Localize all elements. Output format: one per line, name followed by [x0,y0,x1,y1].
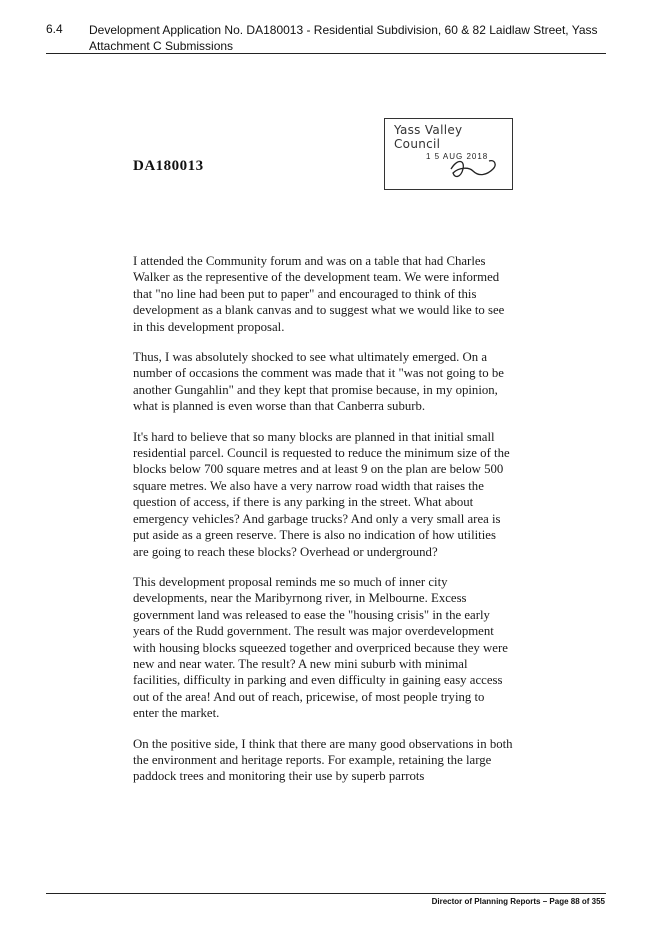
section-number: 6.4 [46,22,63,36]
signature-icon [443,155,503,181]
paragraph-2: Thus, I was absolutely shocked to see what ultimately emerged. On a number of occasions the comment was made that it "was not going to be another Gungahlin" and they kept that promise because, in my opinion, what is planned is even worse than that Canberra suburb. [133,350,504,414]
stamp-council-name: Yass Valley Council [394,123,463,151]
paragraph-1: I attended the Community forum and was on a table that had Charles Walker as the representive of the development team. We were informed that "no line had been put to paper" and encouraged to think of this development as a blank canvas and to suggest what we would like to see in this development proposal. [133,254,505,334]
received-stamp [384,118,513,190]
stamp-date: 1 5 AUG 2018 [426,152,489,161]
paragraph-4: This development proposal reminds me so much of inner city developments, near the Maribyrnong river, in Melbourne. Excess government land was released to ease the "housing crisis" in the early years of the Rudd government. The result was major overdevelopment with housing blocks squeezed together and overpriced because they were new and near water. The result? A new mini suburb with minimal facilities, difficulty in parking and even difficulty in gaining easy access out of the area! And out of reach, pricewise, of most people trying to enter the market. [133,574,508,721]
footer-divider [46,893,606,894]
footer-page-info: Director of Planning Reports – Page 88 of 355 [431,897,605,906]
header-divider [46,53,606,54]
letter-body [133,253,513,799]
document-reference: DA180013 [133,158,204,174]
paragraph-5: On the positive side, I think that there are many good observations in both the environment and heritage reports. For example, retaining the large paddock trees and monitoring their use by superb parrots [133,736,513,784]
paragraph-3: It's hard to believe that so many blocks are planned in that initial small residential parcel. Council is requested to reduce the minimum size of the blocks below 700 square metres and at least 9 on the plan are below 500 square metres. We also have a very narrow road width that raises the question of access, if there is any parking in the street. What about emergency vehicles? And garbage trucks? And only a very small area is put aside as a green reserve. There is also no indication of how utilities are going to reach these blocks? Overhead or underground? [133,429,510,559]
header-title: Development Application No. DA180013 - Residential Subdivision, 60 & 82 Laidlaw Street, Yass Attachment C Submissions [89,23,598,53]
